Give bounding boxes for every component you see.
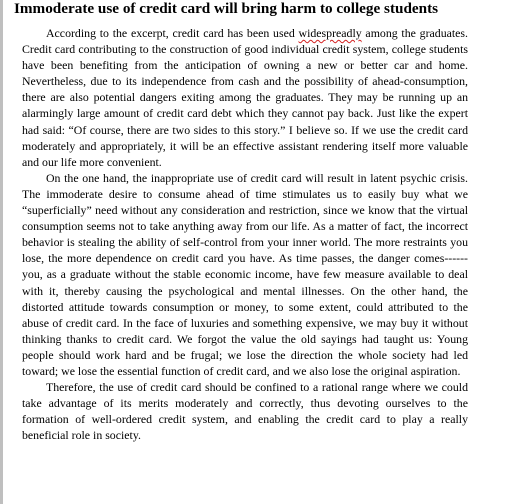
paragraph-3: Therefore, the use of credit card should be confined to a rational range where we could take advantage of its merits moderately and correctly, thus devoting ourselves to the formation of well-ordered credit system, and enabling the credit card to play a really beneficial role in society. (22, 380, 468, 443)
spelling-flagged-word[interactable]: widespreadly (298, 26, 362, 40)
page-left-edge (0, 0, 3, 504)
paragraph-1-text-start: According to the excerpt, credit card has been used (46, 26, 299, 40)
paragraph-1 (22, 25, 468, 170)
paragraph-2: On the one hand, the inappropriate use of credit card will result in latent psychic crisis. The immoderate desire to consume ahead of time stimulates us to easily buy what we “superficially” need without any consideration and restriction, since we know that the virtual consumption seems not to take anything away from our life. As a matter of fact, the incorrect behavior is stealing the ability of self-control from your inner world. The more restraints you lose, the more dependence on credit card you have. As time passes, the danger comes------you, as a graduate without the stable economic income, have few measure available to deal with it, thereby causing the psychological and mental illnesses. On the other hand, the distorted attitude towards consumption or money, to some extent, could attributed to the abuse of credit card. In the face of luxuries and something expensive, we may buy it without thinking thanks to credit card. We forgot the value the old sayings had taught us: Young people should work hard and be frugal; we lose the direction the whole society had led toward; we lose the essential function of credit card, and we also lose the original aspiration. (22, 170, 468, 378)
paragraph-1-text-end: among the graduates. Credit card contributing to the construction of good individual credit system, college students have been benefiting from the anticipation of owning a new or better car and home. Nevertheless, due to its independence from cash and the possibility of ahead-consumption, there are also potential dangers exiting among the graduates. They may be running up an alarmingly large amount of credit card debt which they cannot pay back. Just like the expert had said: “Of course, there are two sides to this story.” I believe so. If we use the credit card moderately and appropriately, it will be an effective assistant rendering itself more valuable and our life more convenient. (22, 26, 468, 169)
essay-body (22, 25, 468, 443)
essay-title: Immoderate use of credit card will bring harm to college students (14, 0, 439, 17)
